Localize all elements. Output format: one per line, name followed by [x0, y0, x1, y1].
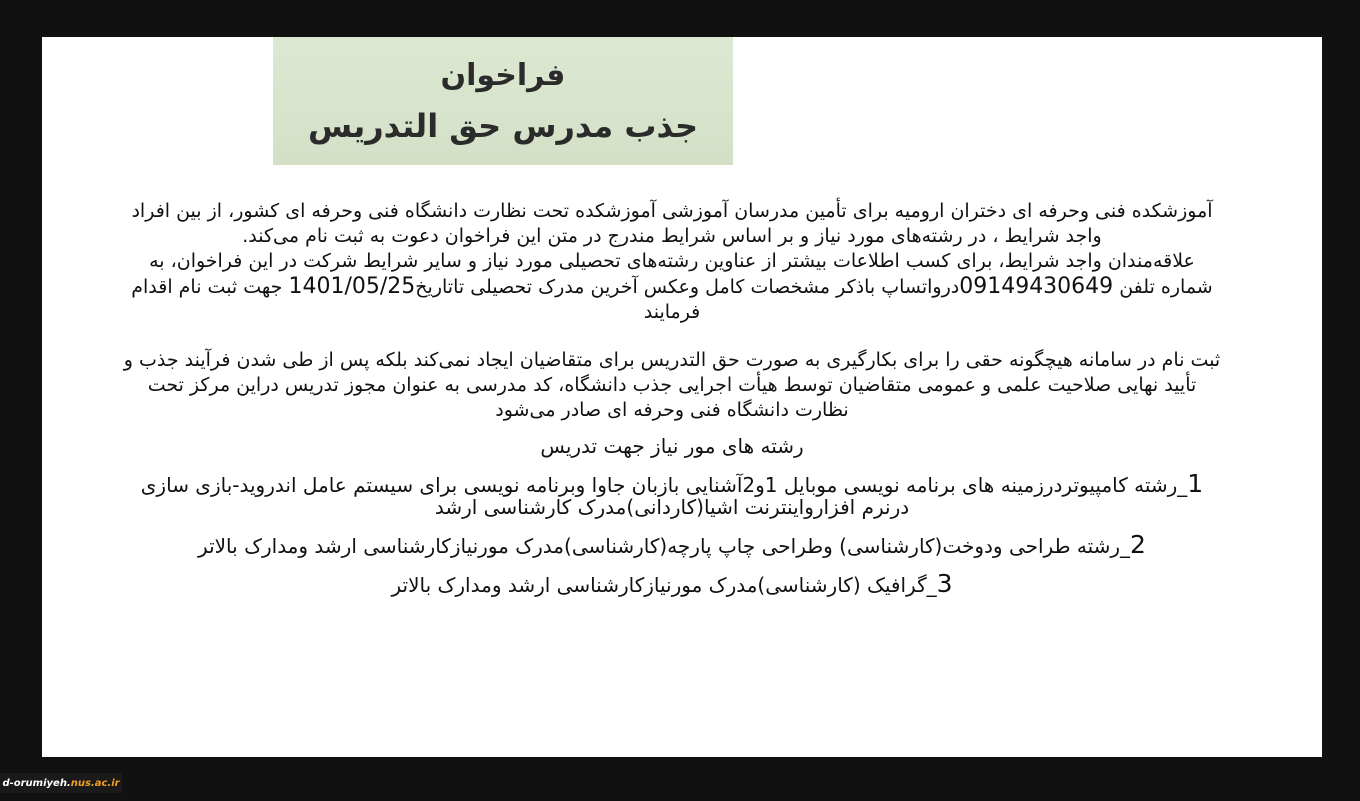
- field-item: [122, 469, 1222, 519]
- announcement-page: [42, 37, 1322, 757]
- banner-image: [273, 37, 733, 165]
- notice-paragraph: ثبت نام در سامانه هیچگونه حقی را برای بکارگیری به صورت حق التدریس برای متقاضیان ایجاد نمی‌کند بلکه پس از طی شدن فرآیند جذب و تأیید نهایی صلاحیت علمی و عمومی متقاضیان توسط هیأت اجرایی جذب دانشگاه، کد مدرسی به عنوان مجوز تدریس دراین مرکز تحت نظارت دانشگاه فنی وحرفه ای صادر می‌شود: [123, 349, 1221, 421]
- field-text: _رشته طراحی ودوخت(کارشناسی) وطراحی چاپ پارچه(کارشناسی)مدرک مورنیازکارشناسی ارشد ومدارک بالاتر: [198, 534, 1131, 558]
- field-item: [122, 569, 1222, 598]
- spacer: [122, 325, 1222, 348]
- contact-text-end: جهت ثبت نام اقدام فرمایند: [131, 276, 701, 323]
- watermark-prefix: d-orumiyeh.: [2, 777, 71, 789]
- site-watermark: [0, 773, 122, 793]
- field-text: _رشته کامپیوتردرزمینه های برنامه نویسی موبایل 1و2آشنایی بازبان جاوا وبرنامه نویسی برای سیستم عامل اندروید-بازی سازی درنرم افزارواینترنت اشیا(کاردانی)مدرک کارشناسی ارشد: [140, 473, 1188, 519]
- contact-text-mid: درواتساپ باذکر مشخصات کامل وعکس آخرین مدرک تحصیلی تاتاریخ: [415, 276, 960, 298]
- field-number: 3: [936, 569, 953, 598]
- field-item: [122, 530, 1222, 559]
- field-number: 1: [1187, 469, 1204, 498]
- field-text: _گرافیک (کارشناسی)مدرک مورنیازکارشناسی ارشد ومدارک بالاتر: [391, 573, 937, 597]
- phone-number: 09149430649: [959, 274, 1114, 299]
- contact-text: علاقه‌مندان واجد شرایط، برای کسب اطلاعات بیشتر از عناوین رشته‌های تحصیلی مورد نیاز و سایر شرایط شرکت در این فراخوان، به شماره تلفن: [149, 250, 1213, 298]
- deadline-date: 1401/05/25: [288, 274, 416, 299]
- announcement-body: [122, 199, 1222, 612]
- banner-subtitle: جذب مدرس حق التدریس: [307, 106, 699, 145]
- intro-paragraph: آموزشکده فنی وحرفه ای دختران ارومیه برای تأمین مدرسان آموزشی آموزشکده تحت نظارت دانشگاه فنی وحرفه ای کشور، از بین افراد واجد شرایط ، در رشته‌های مورد نیاز و بر اساس شرایط مندرج در متن این فراخوان دعوت به ثبت نام می‌کند.: [131, 200, 1213, 247]
- field-number: 2: [1130, 530, 1146, 559]
- contact-paragraph: [122, 249, 1222, 325]
- watermark-domain: nus.ac.ir: [70, 777, 120, 789]
- fields-heading: رشته های مور نیاز جهت تدریس: [540, 434, 804, 458]
- banner-title: فراخوان: [440, 57, 566, 93]
